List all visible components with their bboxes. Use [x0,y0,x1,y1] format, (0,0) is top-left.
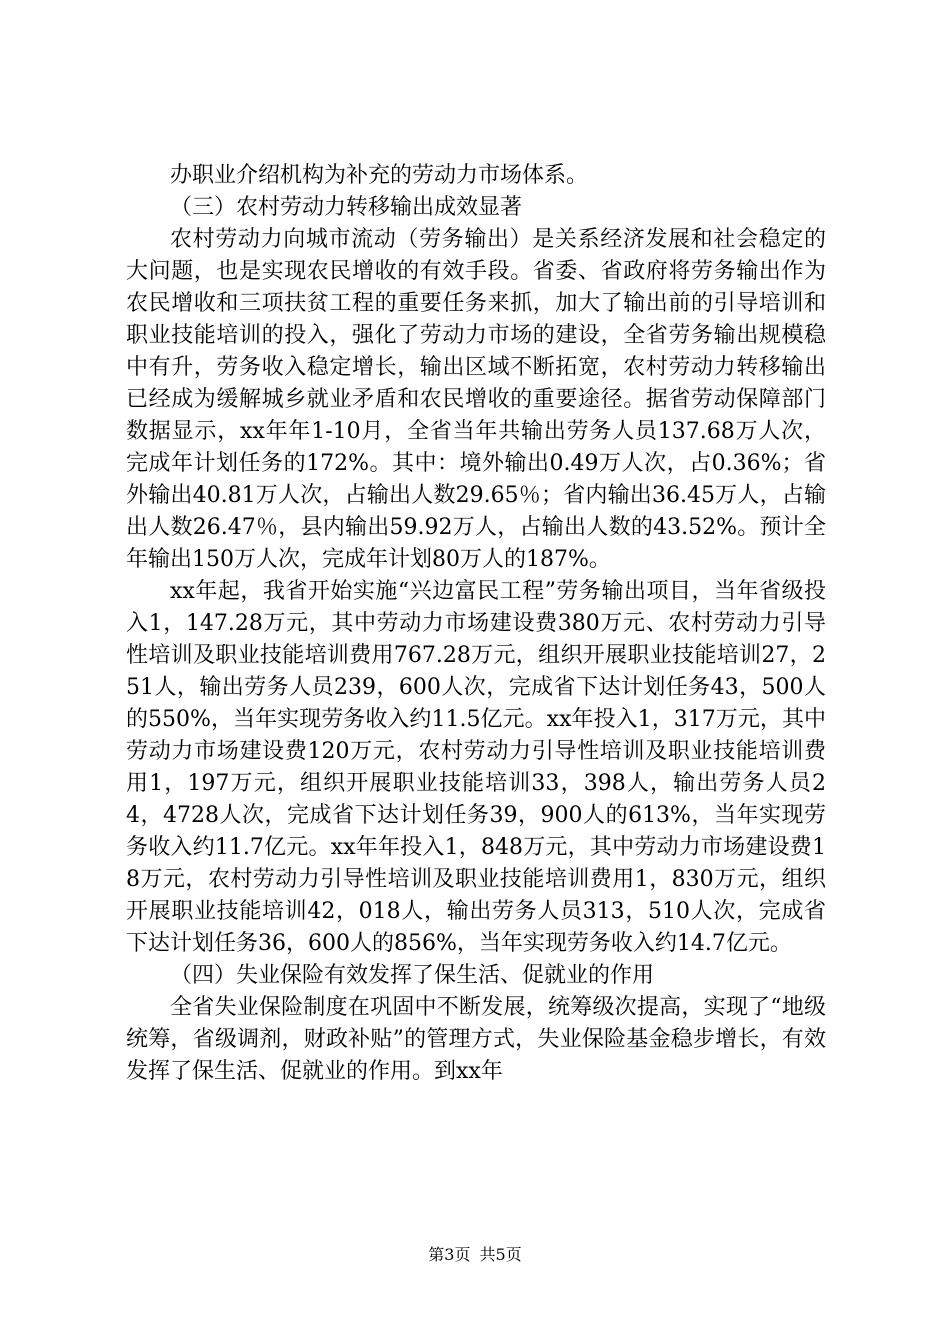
page-number: 第3页 [428,1245,471,1264]
paragraph-labor-transfer: 农村劳动力向城市流动（劳务输出）是关系经济发展和社会稳定的大问题，也是实现农民增收的有效手段。省委、省政府将劳务输出作为农民增收和三项扶贫工程的重要任务来抓，加大了输出前的引导培训和职业技能培训的投入，强化了劳动力市场的建设，全省劳务输出规模稳中有升，劳务收入稳定增长，输出区域不断拓宽，农村劳动力转移输出已经成为缓解城乡就业矛盾和农民增收的重要途径。据省劳动保障部门数据显示，xx年年1-10月，全省当年共输出劳务人员137.68万人次，完成年计划任务的172%。其中：境外输出0.49万人次，占0.36%；省外输出40.81万人次，占输出人数29.65％；省内输出36.45万人，占输出人数26.47％，县内输出59.92万人，占输出人数的43.52%。预计全年输出150万人次，完成年计划80万人的187%。 [126,227,826,572]
page-total: 共5页 [479,1245,522,1264]
document-body [126,160,826,1088]
section-heading-4: （四）失业保险有效发挥了保生活、促就业的作用 [170,963,655,988]
page-footer [0,1245,950,1265]
paragraph-border-project: xx年起，我省开始实施“兴边富民工程”劳务输出项目，当年省级投入1，147.28万元，其中劳动力市场建设费380万元、农村劳动力引导性培训及职业技能培训费用767.28万元，组织开展职业技能培训27，251人，输出劳务人员239，600人次，完成省下达计划任务43，500人的550%，当年实现劳务收入约11.5亿元。xx年投入1，317万元，其中劳动力市场建设费120万元，农村劳动力引导性培训及职业技能培训费用1，197万元，组织开展职业技能培训33，398人，输出劳务人员24，4728人次，完成省下达计划任务39，900人的613%，当年实现劳务收入约11.7亿元。xx年年投入1，848万元，其中劳动力市场建设费18万元，农村劳动力引导性培训及职业技能培训费用1，830万元，组织开展职业技能培训42，018人，输出劳务人员313，510人次，完成省下达计划任务36，600人的856%，当年实现劳务收入约14.7亿元。 [126,579,826,956]
paragraph-continuation: 办职业介绍机构为补充的劳动力市场体系。 [170,163,589,188]
section-heading-3: （三）农村劳动力转移输出成效显著 [170,195,523,220]
paragraph-unemployment-insurance: 全省失业保险制度在巩固中不断发展，统筹级次提高，实现了“地级统筹，省级调剂，财政补贴”的管理方式，失业保险基金稳步增长，有效发挥了保生活、促就业的作用。到xx年 [126,995,826,1084]
